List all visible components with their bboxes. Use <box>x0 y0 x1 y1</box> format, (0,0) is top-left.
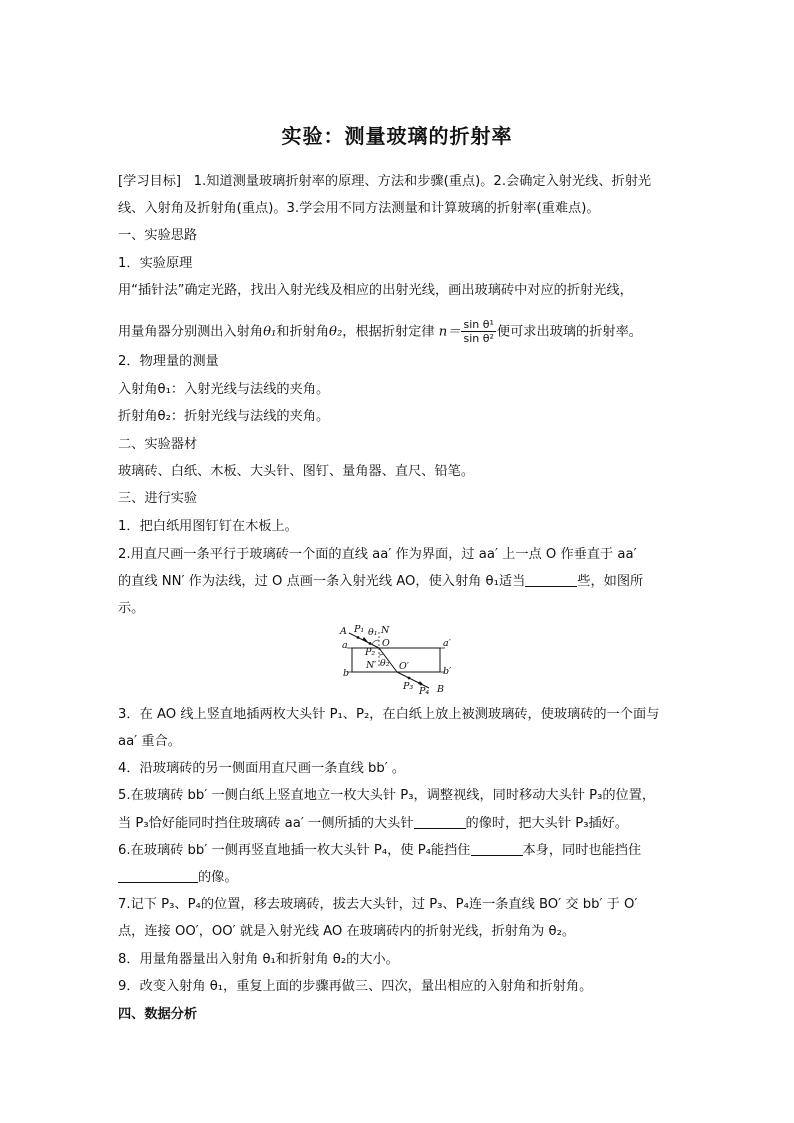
step-3-line-1: 3．在 AO 线上竖直地插两枚大头针 P₁、P₂，在白纸上放上被测玻璃砖，使玻璃砖的一个面与 <box>118 707 660 722</box>
blank-1 <box>525 572 577 587</box>
step-5-line-2: 当 P₃恰好能同时挡住玻璃砖 aa′ 一侧所插的大头针 的像时，把大头针 P₃插好。 <box>118 816 629 831</box>
step-3-line-2: aa′ 重合。 <box>118 734 181 749</box>
step-9: 9．改变入射角 θ₁，重复上面的步骤再做三、四次，量出相应的入射角和折射角。 <box>118 979 593 994</box>
fraction-numerator: sin θ¹ <box>463 318 494 331</box>
goals-line-2: 线、入射角及折射角(重点)。3.学会用不同方法测量和计算玻璃的折射率(重难点)。 <box>118 201 600 216</box>
measurement-heading: 2．物理量的测量 <box>118 354 219 369</box>
step-2-line-2: 的直线 NN′ 作为法线，过 O 点画一条入射光线 AO，使入射角 θ₁适当 些，如图所 <box>118 574 644 589</box>
label-b: b <box>343 668 350 679</box>
label-theta2: θ₂ <box>380 658 390 669</box>
pin-p2-dot <box>369 642 372 645</box>
theta2-arc <box>379 654 383 655</box>
label-theta1: θ₁ <box>368 627 378 638</box>
theta1-arc <box>372 640 379 644</box>
step-4: 4．沿玻璃砖的另一侧面用直尺画一条直线 bb′ 。 <box>118 761 406 776</box>
step-6-line-1: 6.在玻璃砖 bb′ 一侧再竖直地插一枚大头针 P₄，使 P₄能挡住 本身，同时也能挡住 <box>118 843 642 858</box>
n-equals: n＝ <box>438 324 461 340</box>
principle-text-2: 用量角器分别测出入射角θ₁和折射角θ₂，根据折射定律 n＝ $\frac{\text{sin θ¹}}{\text{sin θ²}}$ 便可求出玻璃的折射率。 <box>118 318 642 345</box>
pin-p4-dot <box>420 683 423 686</box>
blank-3 <box>471 841 523 856</box>
measurement-1: 入射角θ₁：入射光线与法线的夹角。 <box>118 382 330 397</box>
step-7-line-2: 点，连接 OO′，OO′ 就是入射光线 AO 在玻璃砖内的折射光线，折射角为 θ₂。 <box>118 924 576 939</box>
refraction-svg <box>335 622 465 700</box>
label-b-prime: b′ <box>443 666 452 677</box>
step-2-line-1: 2.用直尺画一条平行于玻璃砖一个面的直线 aa′ 作为界面，过 aa′ 上一点 O 作垂直于 aa′ <box>118 547 637 562</box>
label-O: O <box>382 638 390 649</box>
blank-4 <box>118 868 198 883</box>
label-P3: P₃ <box>403 681 414 692</box>
refraction-diagram <box>335 622 465 700</box>
theta2-symbol: θ₂ <box>329 324 343 340</box>
goals-line-1 <box>118 172 651 192</box>
pin-p3-dot <box>408 677 411 680</box>
blank-2 <box>414 814 466 829</box>
step-6-line-2: 的像。 <box>118 868 238 888</box>
principle-heading: 1．实验原理 <box>118 256 193 271</box>
label-P1: P₁ <box>354 624 365 635</box>
theta1-symbol: θ₁ <box>263 324 277 340</box>
equipment-list: 玻璃砖、白纸、木板、大头针、图钉、量角器、直尺、铅笔。 <box>118 464 475 479</box>
label-N-prime: N′ <box>366 660 377 671</box>
label-N: N <box>381 625 390 636</box>
step-8: 8．用量角器量出入射角 θ₁和折射角 θ₂的大小。 <box>118 952 399 967</box>
step-5-line-1: 5.在玻璃砖 bb′ 一侧白纸上竖直地立一枚大头针 P₃，调整视线，同时移动大头针 P₃的位置， <box>118 788 656 803</box>
pin-p1-dot <box>357 636 360 639</box>
goals-text-1: 1.知道测量玻璃折射率的原理、方法和步骤(重点)。2.会确定入射光线、折射光 <box>193 174 652 189</box>
step-7-line-1: 7.记下 P₃、P₄的位置，移去玻璃砖，拔去大头针，过 P₃、P₄连一条直线 BO′ 交 bb′ 于 O′ <box>118 897 638 912</box>
measurement-2: 折射角θ₂：折射光线与法线的夹角。 <box>118 409 330 424</box>
label-P4: P₄ <box>419 686 430 697</box>
step-2-line-3: 示。 <box>118 601 145 616</box>
snell-fraction <box>461 318 495 345</box>
section-4-heading: 四、数据分析 <box>118 1007 198 1022</box>
label-P2: P₂ <box>365 647 376 658</box>
label-O-prime: O′ <box>399 661 409 672</box>
goals-tag: [学习目标] <box>118 174 182 189</box>
label-B: B <box>437 684 444 695</box>
page-title: 实验：测量玻璃的折射率 <box>281 124 513 148</box>
fraction-denominator: sin θ² <box>463 332 494 345</box>
principle-text-1: 用“插针法”确定光路，找出入射光线及相应的出射光线，画出玻璃砖中对应的折射光线， <box>118 283 633 298</box>
step-1: 1．把白纸用图钉钉在木板上。 <box>118 519 298 534</box>
section-3-heading: 三、进行实验 <box>118 491 198 506</box>
section-1-heading: 一、实验思路 <box>118 228 198 243</box>
label-a: a <box>342 640 348 651</box>
section-2-heading: 二、实验器材 <box>118 437 198 452</box>
label-a-prime: a′ <box>443 638 451 649</box>
label-A: A <box>340 626 347 637</box>
